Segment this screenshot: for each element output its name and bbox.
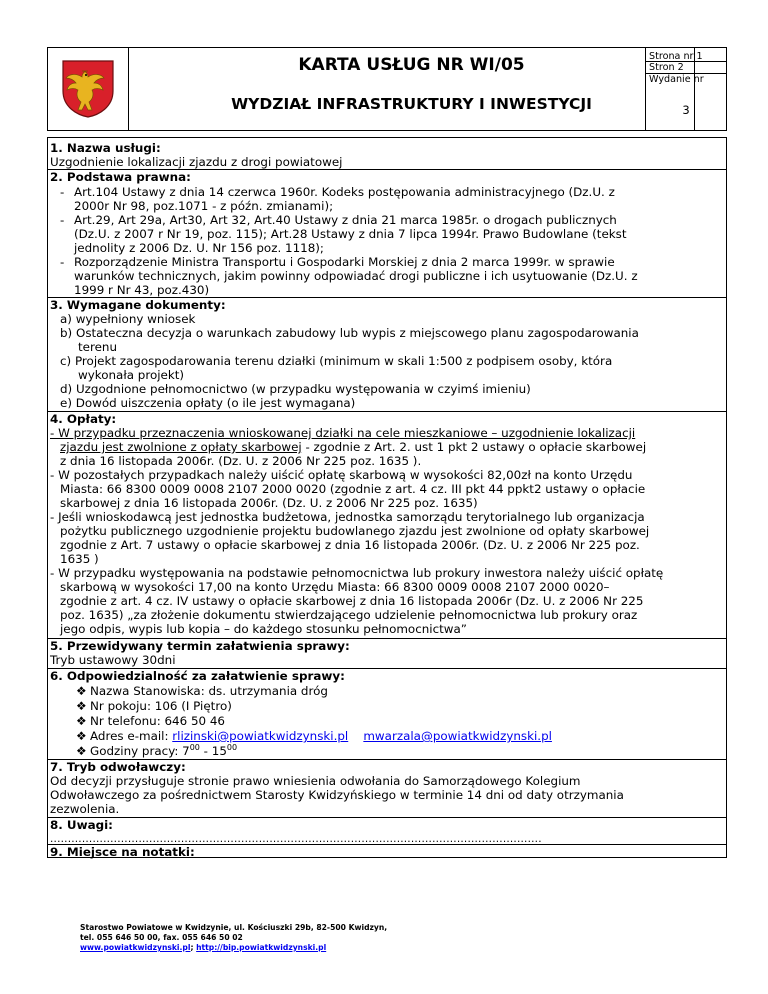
fee-line: z dnia 16 listopada 2006r. (Dz. U. z 2006 Nr 225 poz. 1635 ). <box>60 454 422 468</box>
page-label: Strona nr 1 <box>649 51 703 62</box>
fee-line: skarbowej z dnia 16 listopada 2006r. (Dz. U. z 2006 Nr 225 poz. 1635) <box>60 496 478 510</box>
legal-basis-line: Art.29, Art 29a, Art30, Art 32, Art.40 Ustawy z dnia 21 marca 1985r. o drogach publicznych <box>74 213 617 227</box>
page-count: Stron 2 <box>649 62 684 73</box>
appeal-line: Od decyzji przysługuje stronie prawo wniesienia odwołania do Samorządowego Kolegium <box>50 774 581 788</box>
section-6-title: 6. Odpowiedzialność za załatwienie sprawy: <box>50 669 345 683</box>
coat-of-arms <box>48 48 129 130</box>
legal-basis-line: Art.104 Ustawy z dnia 14 czerwca 1960r. Kodeks postępowania administracyjnego (Dz.U. z <box>74 185 615 199</box>
diamond-bullet-icon: ❖ <box>76 714 87 728</box>
legal-basis-line: Rozporządzenie Ministra Transportu i Gospodarki Morskiej z dnia 2 marca 1999r. w sprawie <box>74 255 615 269</box>
responsibility-item: ❖ Nr telefonu: 646 50 46 <box>76 714 225 728</box>
legal-basis-line: warunków technicznych, jakim powinny odpowiadać drogi publiczne i ich usytuowanie (Dz.U. z <box>74 269 638 283</box>
fee-line: Miasta: 66 8300 0009 0008 2107 2000 0020 (zgodnie z art. 4 cz. III pkt 44 ppkt2 ustawy o opłacie <box>60 482 646 496</box>
section-8-title: 8. Uwagi: <box>50 818 113 832</box>
section-5-text: Tryb ustawowy 30dni <box>50 653 176 667</box>
section-3-title: 3. Wymagane dokumenty: <box>50 298 226 312</box>
department-title: WYDZIAŁ INFRASTRUKTURY I INWESTYCJI <box>231 95 592 113</box>
responsibility-item: ❖ Adres e-mail: rlizinski@powiatkwidzynski.pl mwarzala@powiatkwidzynski.pl <box>76 729 552 743</box>
fee-line: - Jeśli wnioskodawcą jest jednostka budżetowa, jednostka samorządu terytorialnego lub organizacja <box>50 510 645 524</box>
legal-basis-line: jednolity z 2006 Dz. U. Nr 156 poz. 1118); <box>74 241 324 255</box>
document-item: terenu <box>78 340 117 354</box>
fee-line: zgodnie z art. 4 cz. IV ustawy o opłacie skarbowej z dnia 16 listopada 2006r (Dz. U. z 2006 Nr 225 <box>60 594 644 608</box>
appeal-line: Odwoławczego za pośrednictwem Starosty Kwidzyńskiego w terminie 14 dni od daty otrzymania <box>50 788 624 802</box>
section-9-title: 9. Miejsce na notatki: <box>50 845 195 859</box>
footer <box>80 923 387 953</box>
section-4-title: 4. Opłaty: <box>50 412 117 426</box>
diamond-bullet-icon: ❖ <box>76 684 87 698</box>
responsibility-item: ❖ Godziny pracy: $7^{00} - 15^{00}$ <box>76 743 238 758</box>
footer-links: www.powiatkwidzynski.pl; http://bip.powiatkwidzynski.pl <box>80 943 327 952</box>
section-5-title: 5. Przewidywany termin załatwienia sprawy: <box>50 639 350 653</box>
document-item: d) Uzgodnione pełnomocnictwo (w przypadku występowania w czyimś imieniu) <box>60 382 531 396</box>
fee-line: zgodnie z Art. 7 ustawy o opłacie skarbowej z dnia 16 listopada 2006r. (Dz. U. z 2006 Nr 225 poz. <box>60 538 640 552</box>
section-1-text: Uzgodnienie lokalizacji zjazdu z drogi powiatowej <box>50 155 343 169</box>
responsibility-item: ❖ Nazwa Stanowiska: ds. utrzymania dróg <box>76 684 328 698</box>
section-1-title: 1. Nazwa usługi: <box>50 141 161 155</box>
footer-address: Starostwo Powiatowe w Kwidzynie, ul. Kościuszki 29b, 82-500 Kwidzyn, <box>80 923 388 932</box>
edition-value: 3 <box>682 103 690 117</box>
fee-line: - W przypadku przeznaczenia wnioskowanej działki na cele mieszkaniowe – uzgodnienie lokalizacji <box>50 426 636 440</box>
fee-line: skarbową w wysokości 17,00 na konto Urzędu Miasta: 66 8300 0009 0008 2107 2000 0020– <box>60 580 610 594</box>
diamond-bullet-icon: ❖ <box>76 744 87 758</box>
website-link[interactable]: www.powiatkwidzynski.pl <box>80 943 191 952</box>
fee-line: - W pozostałych przypadkach należy uiścić opłatę skarbową w wysokości 82,00zł na konto Urzędu <box>50 468 633 482</box>
header-table <box>47 47 727 131</box>
service-card-body: 1. Nazwa usługi: Uzgodnienie lokalizacji zjazdu z drogi powiatowej 2. Podstawa prawna: - Art.104 Ustawy z dnia 14 czerwca 1960r. Kodeks postępowania administracyjnego (Dz.U. z 2000r Nr 98, poz.1071 - z późn. zmianami); - Art.29, Art 29a, Art30, Art 32, Art.40 Ustawy z dnia 21 marca 1985r. o drogach publicznych (Dz.U. z 2007 r Nr 19, poz. 115); Art.28 Ustawy z dnia 7 lipca 1994r. Prawo Budowlane (tekst jednolity z 2006 Dz. U. Nr 156 poz. 1118); - Rozporządzenie Ministra Transportu i Gospodarki Morskiej z dnia 2 marca 1999r. w sprawie warunków technicznych, jakim powinny odpowiadać drogi publiczne i ich usytuowanie (Dz.U. z 1999 r Nr 43, poz.430) 3. Wymagane dokumenty: a) wypełniony wniosek b) Ostateczna decyzja o warunkach zabudowy lub wypis z miejscowego planu zagospodarowania terenu c) Projekt zagospodarowania terenu działki (minimum w skali 1:500 z podpisem osoby, która wykonała projekt) d) Uzgodnione pełnomocnictwo (w przypadku występowania w czyimś imieniu) e) Dowód uiszczenia opłaty (o ile jest wymagana) 4. Opłaty: - W przypadku przeznaczenia wnioskowanej działki na cele mieszkaniowe – uzgodnienie lokalizacji zjazdu jest zwolnione z opłaty skarbowej - zgodnie z Art. 2. ust 1 pkt 2 ustawy o opłacie skarbowej z dnia 16 listopada 2006r. (Dz. U. z 2006 Nr 225 poz. 1635 ). - W pozostałych przypadkach należy uiścić opłatę skarbową w wysokości 82,00zł na konto Urzędu Miasta: 66 8300 0009 0008 2107 2000 0020 (zgodnie z art. 4 cz. III pkt 44 ppkt2 ustawy o opłacie skarbowej z dnia 16 listopada 2006r. (Dz. U. z 2006 Nr 225 poz. 1635) - Jeśli wnioskodawcą jest jednostka budżetowa, jednostka samorządu terytorialnego lub organizacja pożytku publicznego uzgodnienie projektu budowlanego zjazdu jest zwolnione od opłaty skarbowej zgodnie z Art. 7 ustawy o opłacie skarbowej z dnia 16 listopada 2006r. (Dz. U. z 2006 Nr 225 poz. 1635 ) - W przypadku występowania na podstawie pełnomocnictwa lub prokury inwestora należy uiścić opłatę skarbową w wysokości 17,00 na konto Urzędu Miasta: 66 8300 0009 0008 2107 2000 0020– zgodnie z art. 4 cz. IV ustawy o opłacie skarbowej z dnia 16 listopada 2006r (Dz. U. z 2006 Nr 225 poz. 1635) „za złożenie dokumentu stwierdzającego udzielenie pełnomocnictwa lub prokury oraz jego odpis, wypis lub kopia – do każdego stosunku pełnomocnictwa” 5. Przewidywany termin załatwienia sprawy: Tryb ustawowy 30dni 6. Odpowiedzialność za załatwienie sprawy: ❖ Nazwa Stanowiska: ds. utrzymania dróg ❖ Nr pokoju: 106 (I Piętro) ❖ Nr telefonu: 646 50 46 ❖ Adres e-mail: rlizinski@powiatkwidzynski.pl mwarzala@powiatkwidzynski.pl ❖ Godziny pracy: $7^{00} - 15^{00}$ 7. Tryb odwoławczy: Od decyzji przysługuje stronie prawo wniesienia odwołania do Samorządowego Kolegium Odwoławczego za pośrednictwem Starosty Kwidzyńskiego w terminie 14 dni od daty otrzymania zezwolenia. 8. Uwagi: ........................................................................................................................................... 9. Miejsce na notatki: <box>47 137 727 858</box>
document-item: wykonała projekt) <box>78 368 185 382</box>
legal-basis-line: (Dz.U. z 2007 r Nr 19, poz. 115); Art.28 Ustawy z dnia 7 lipca 1994r. Prawo Budowlane (tekst <box>74 227 627 241</box>
fee-line: jego odpis, wypis lub kopia – do każdego stosunku pełnomocnictwa” <box>60 622 467 636</box>
bip-link[interactable]: http://bip.powiatkwidzynski.pl <box>196 943 327 952</box>
document-item: b) Ostateczna decyzja o warunkach zabudowy lub wypis z miejscowego planu zagospodarowania <box>60 326 639 340</box>
diamond-bullet-icon: ❖ <box>76 699 87 713</box>
section-2-title: 2. Podstawa prawna: <box>50 170 191 184</box>
footer-contact: tel. 055 646 50 00, fax. 055 646 50 02 <box>80 933 243 942</box>
notes-dots: ........................................................................................................................................... <box>50 833 542 845</box>
email-link-2[interactable]: mwarzala@powiatkwidzynski.pl <box>363 729 552 743</box>
diamond-bullet-icon: ❖ <box>76 729 87 743</box>
page-info <box>645 48 726 130</box>
legal-basis-line: 2000r Nr 98, poz.1071 - z późn. zmianami); <box>74 199 334 213</box>
legal-basis-line: 1999 r Nr 43, poz.430) <box>74 283 210 297</box>
document-item: e) Dowód uiszczenia opłaty (o ile jest wymagana) <box>60 396 356 410</box>
fee-line: zjazdu jest zwolnione z opłaty skarbowej - zgodnie z Art. 2. ust 1 pkt 2 ustawy o opłacie skarbowej <box>60 440 647 454</box>
section-7-title: 7. Tryb odwoławczy: <box>50 760 186 774</box>
email-link-1[interactable]: rlizinski@powiatkwidzynski.pl <box>172 729 349 743</box>
fee-line: 1635 ) <box>60 552 99 566</box>
header-titles <box>129 48 695 130</box>
card-title: KARTA USŁUG NR WI/05 <box>298 55 525 75</box>
fee-line: pożytku publicznego uzgodnienie projektu budowlanego zjazdu jest zwolnione od opłaty skarbowej <box>60 524 650 538</box>
edition-label: Wydanie nr <box>649 74 704 85</box>
document-item: a) wypełniony wniosek <box>60 312 196 326</box>
appeal-line: zezwolenia. <box>50 802 120 816</box>
responsibility-item: ❖ Nr pokoju: 106 (I Piętro) <box>76 699 232 713</box>
fee-line: - W przypadku występowania na podstawie pełnomocnictwa lub prokury inwestora należy uiścić opłatę <box>50 566 664 580</box>
fee-line: poz. 1635) „za złożenie dokumentu stwierdzającego udzielenie pełnomocnictwa lub prokury oraz <box>60 608 638 622</box>
document-item: c) Projekt zagospodarowania terenu działki (minimum w skali 1:500 z podpisem osoby, która <box>60 354 613 368</box>
coat-of-arms-icon <box>61 59 115 119</box>
